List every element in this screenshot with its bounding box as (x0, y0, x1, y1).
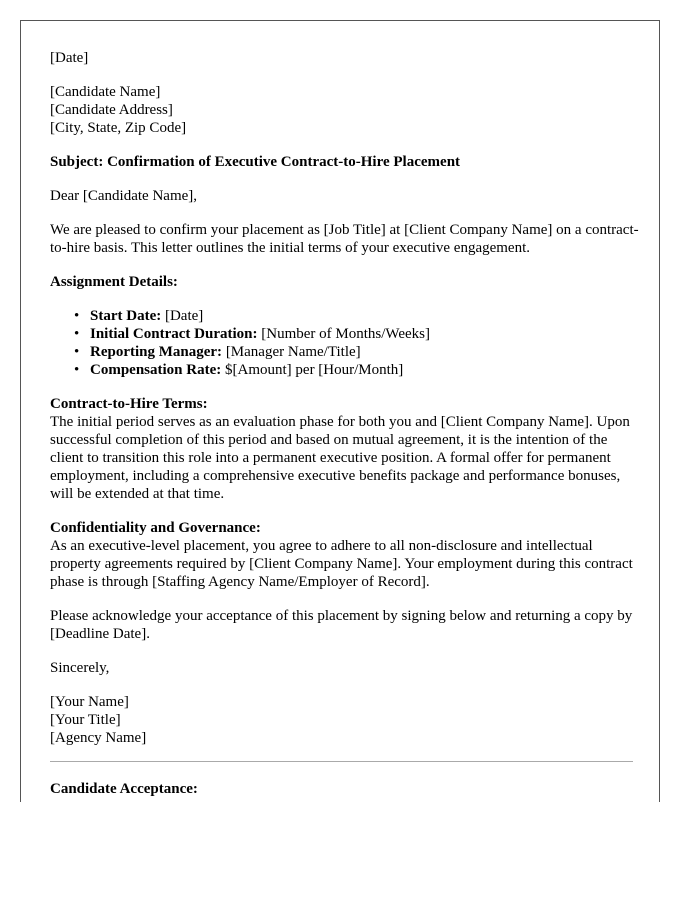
intro-paragraph: We are pleased to confirm your placement as [Job Title] at [Client Company Name] on a contract-to-hire basis. This letter outlines the initial terms of your executive engagement. (50, 222, 639, 256)
assignment-label: Compensation Rate: (90, 362, 222, 378)
salutation: Dear [Candidate Name], (50, 188, 198, 204)
letter-date: [Date] (50, 50, 89, 66)
letter-subject: Subject: Confirmation of Executive Contract-to-Hire Placement (50, 154, 461, 170)
terms-heading: Contract-to-Hire Terms: (50, 396, 208, 412)
acknowledge-paragraph: Please acknowledge your acceptance of this placement by signing below and returning a copy by [Deadline Date]. (50, 608, 633, 642)
assignment-label: Reporting Manager: (90, 344, 223, 360)
list-item (90, 343, 640, 361)
section-divider (50, 761, 633, 762)
closing: Sincerely, (50, 660, 110, 676)
confidentiality-section (50, 519, 640, 591)
terms-body: The initial period serves as an evaluation phase for both you and [Client Company Name]. Upon successful completion of this period and based on mutual agreement, it is the intention of the client to transition this role into a permanent executive position. A formal offer for permanent employment, including a comprehensive executive benefits package and performance bonuses, will be extended at that time. (50, 414, 630, 502)
list-item (90, 307, 640, 325)
acceptance-heading: Candidate Acceptance: (50, 781, 198, 797)
list-item (90, 325, 640, 343)
terms-section (50, 395, 640, 503)
assignment-heading: Assignment Details: (50, 274, 178, 290)
signature-agency: [Agency Name] (50, 730, 147, 746)
recipient-block (50, 83, 640, 137)
assignment-value: [Manager Name/Title] (222, 344, 361, 360)
list-item (90, 361, 640, 379)
confidentiality-heading: Confidentiality and Governance: (50, 520, 261, 536)
assignment-value: [Date] (161, 308, 204, 324)
confidentiality-body: As an executive-level placement, you agree to adhere to all non-disclosure and intellectual property agreements required by [Client Company Name]. Your employment during this contract phase is through [Staffing Agency Name/Employer of Record]. (50, 538, 633, 590)
recipient-city-line: [City, State, Zip Code] (50, 120, 187, 136)
letter-page (20, 20, 660, 802)
signature-block (50, 693, 640, 747)
signature-title: [Your Title] (50, 712, 121, 728)
assignment-label: Start Date: (90, 308, 162, 324)
recipient-address: [Candidate Address] (50, 102, 173, 118)
assignment-label: Initial Contract Duration: (90, 326, 258, 342)
letter-content (50, 49, 640, 802)
assignment-value: [Number of Months/Weeks] (257, 326, 431, 342)
recipient-name: [Candidate Name] (50, 84, 161, 100)
signature-name: [Your Name] (50, 694, 129, 710)
assignment-value: $[Amount] per [Hour/Month] (221, 362, 404, 378)
assignment-list (50, 307, 640, 379)
